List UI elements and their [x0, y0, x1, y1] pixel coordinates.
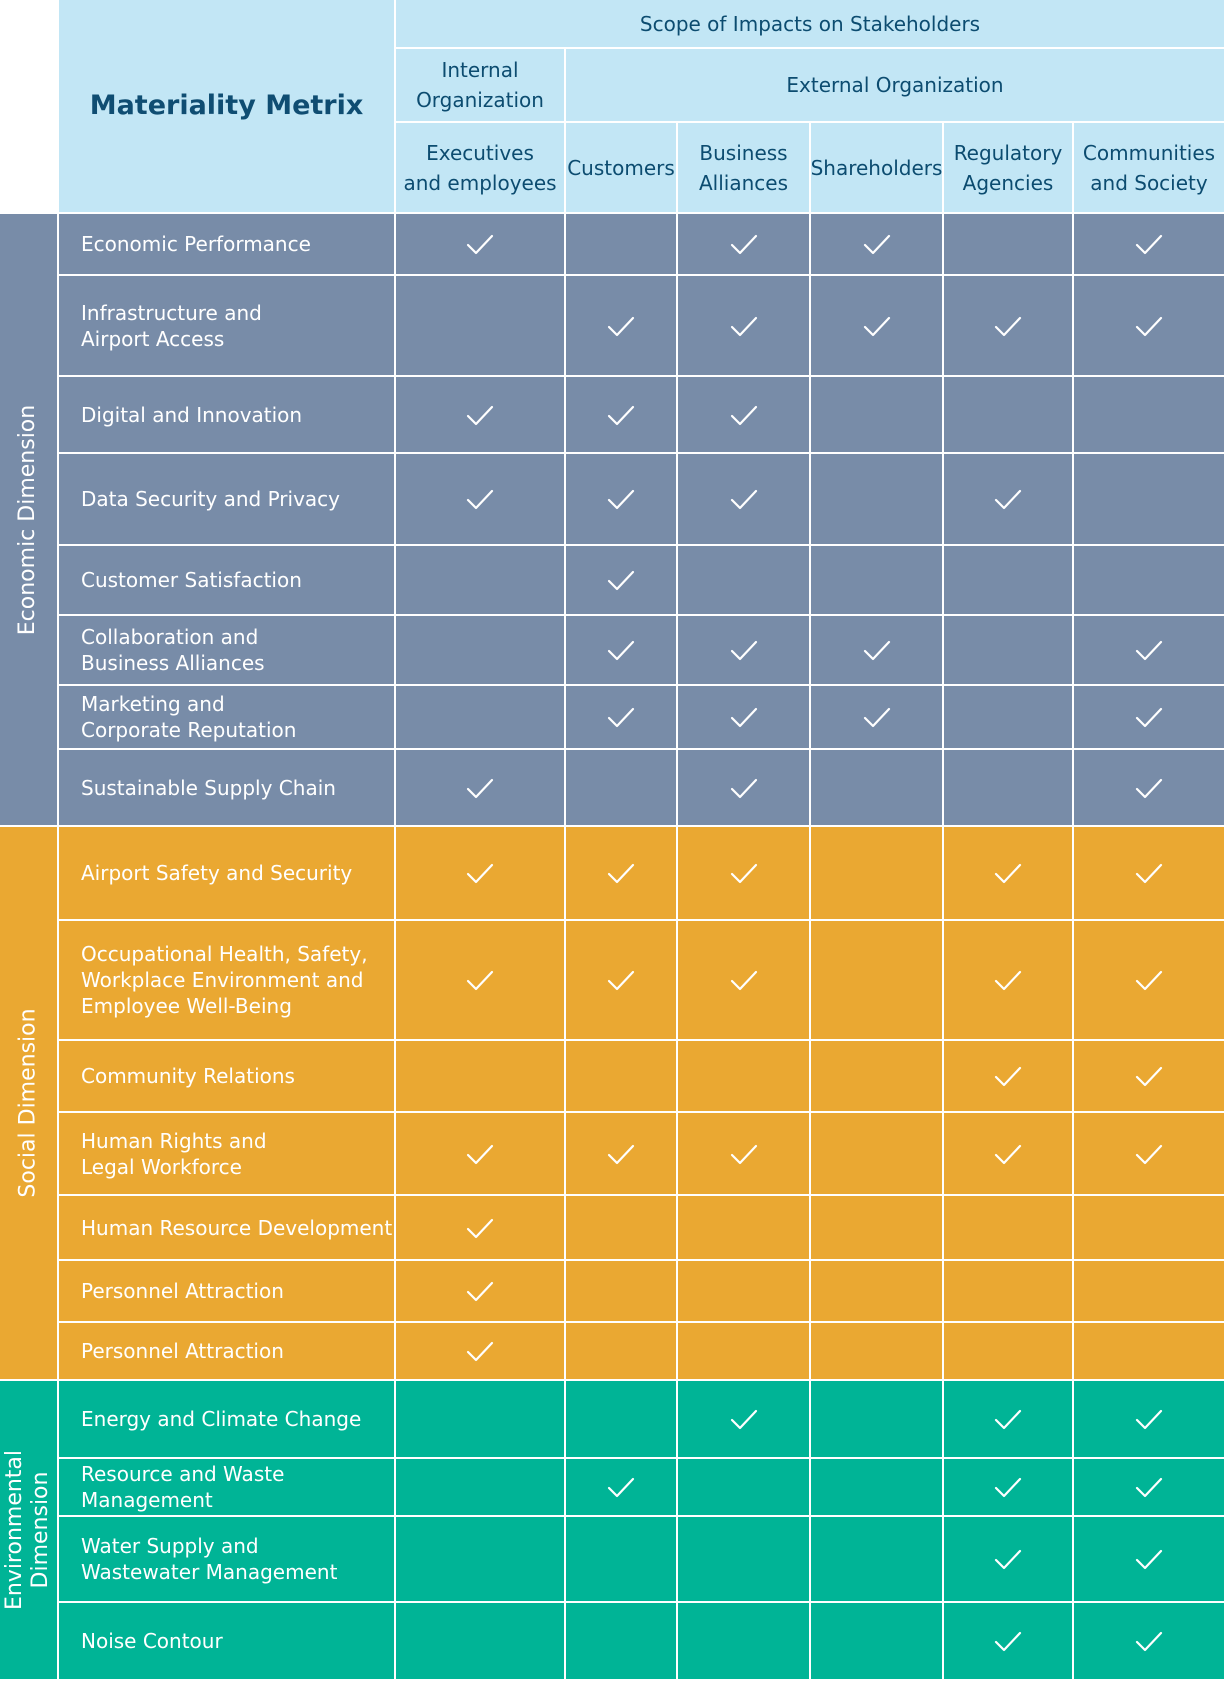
- check-icon: [729, 229, 759, 259]
- dimension-label-0: [0, 214, 59, 827]
- check-icon: [1134, 702, 1164, 732]
- topic-label: Community Relations: [59, 1041, 396, 1113]
- matrix-cell-regulatory-agencies: [944, 1041, 1074, 1113]
- matrix-cell-shareholders: [811, 921, 944, 1041]
- matrix-cell-communities: [1074, 1196, 1226, 1261]
- check-icon: [729, 1404, 759, 1434]
- matrix-cell-shareholders: [811, 1323, 944, 1381]
- matrix-cell-business-alliances: [678, 827, 811, 921]
- matrix-cell-customers: [566, 1517, 678, 1603]
- matrix-cell-executives: [396, 214, 566, 276]
- matrix-cell-communities: [1074, 1603, 1226, 1681]
- matrix-cell-communities: [1074, 1517, 1226, 1603]
- column-header-shareholders: Shareholders: [811, 123, 944, 214]
- matrix-cell-executives: [396, 1603, 566, 1681]
- matrix-cell-regulatory-agencies: [944, 546, 1074, 616]
- check-icon: [729, 635, 759, 665]
- matrix-cell-business-alliances: [678, 616, 811, 686]
- check-icon: [606, 311, 636, 341]
- matrix-cell-shareholders: [811, 750, 944, 827]
- check-icon: [465, 1336, 495, 1366]
- topic-label: Digital and Innovation: [59, 377, 396, 454]
- matrix-cell-shareholders: [811, 454, 944, 546]
- matrix-cell-communities: [1074, 921, 1226, 1041]
- matrix-cell-shareholders: [811, 686, 944, 750]
- topic-label: Human Resource Development: [59, 1196, 396, 1261]
- matrix-cell-shareholders: [811, 616, 944, 686]
- matrix-cell-customers: [566, 1323, 678, 1381]
- column-header-business-alliances: Business Alliances: [678, 123, 811, 214]
- check-icon: [465, 965, 495, 995]
- matrix-cell-business-alliances: [678, 1381, 811, 1459]
- matrix-cell-customers: [566, 1113, 678, 1196]
- check-icon: [606, 965, 636, 995]
- matrix-cell-customers: [566, 276, 678, 377]
- matrix-cell-business-alliances: [678, 546, 811, 616]
- topic-label: Noise Contour: [59, 1603, 396, 1681]
- matrix-cell-shareholders: [811, 546, 944, 616]
- matrix-cell-customers: [566, 1603, 678, 1681]
- check-icon: [465, 400, 495, 430]
- matrix-cell-customers: [566, 1381, 678, 1459]
- check-icon: [1134, 1139, 1164, 1169]
- matrix-cell-business-alliances: [678, 1459, 811, 1517]
- matrix-cell-communities: [1074, 214, 1226, 276]
- topic-label: Sustainable Supply Chain: [59, 750, 396, 827]
- matrix-cell-regulatory-agencies: [944, 377, 1074, 454]
- topic-label: Resource and Waste Management: [59, 1459, 396, 1517]
- check-icon: [1134, 1472, 1164, 1502]
- matrix-cell-shareholders: [811, 377, 944, 454]
- matrix-title: Materiality Metrix: [59, 0, 396, 214]
- matrix-cell-executives: [396, 1459, 566, 1517]
- matrix-cell-shareholders: [811, 1196, 944, 1261]
- matrix-cell-customers: [566, 750, 678, 827]
- matrix-cell-executives: [396, 1196, 566, 1261]
- matrix-cell-communities: [1074, 1261, 1226, 1323]
- matrix-cell-business-alliances: [678, 214, 811, 276]
- matrix-cell-regulatory-agencies: [944, 1381, 1074, 1459]
- matrix-cell-executives: [396, 1261, 566, 1323]
- matrix-cell-communities: [1074, 1041, 1226, 1113]
- matrix-cell-communities: [1074, 616, 1226, 686]
- matrix-cell-regulatory-agencies: [944, 1603, 1074, 1681]
- matrix-cell-regulatory-agencies: [944, 921, 1074, 1041]
- check-icon: [993, 311, 1023, 341]
- matrix-cell-business-alliances: [678, 377, 811, 454]
- matrix-cell-communities: [1074, 276, 1226, 377]
- matrix-cell-executives: [396, 1323, 566, 1381]
- corner-blank: [0, 0, 59, 214]
- dimension-label-1: [0, 827, 59, 1381]
- column-header-regulatory-agencies: Regulatory Agencies: [944, 123, 1074, 214]
- matrix-cell-shareholders: [811, 1459, 944, 1517]
- matrix-cell-executives: [396, 1041, 566, 1113]
- check-icon: [606, 1472, 636, 1502]
- topic-label: Human Rights and Legal Workforce: [59, 1113, 396, 1196]
- column-header-communities: Communities and Society: [1074, 123, 1226, 214]
- matrix-cell-shareholders: [811, 1041, 944, 1113]
- topic-label: Collaboration and Business Alliances: [59, 616, 396, 686]
- matrix-cell-customers: [566, 686, 678, 750]
- check-icon: [729, 773, 759, 803]
- check-icon: [1134, 773, 1164, 803]
- matrix-cell-communities: [1074, 454, 1226, 546]
- matrix-cell-business-alliances: [678, 1323, 811, 1381]
- dimension-name: Social Dimension: [15, 1008, 41, 1198]
- check-icon: [993, 1626, 1023, 1656]
- matrix-cell-regulatory-agencies: [944, 454, 1074, 546]
- matrix-cell-business-alliances: [678, 750, 811, 827]
- check-icon: [993, 1061, 1023, 1091]
- check-icon: [1134, 965, 1164, 995]
- matrix-cell-communities: [1074, 1459, 1226, 1517]
- matrix-cell-executives: [396, 454, 566, 546]
- check-icon: [729, 702, 759, 732]
- check-icon: [465, 1276, 495, 1306]
- check-icon: [1134, 635, 1164, 665]
- matrix-cell-regulatory-agencies: [944, 616, 1074, 686]
- dimension-name: Environmental Dimension: [2, 1449, 54, 1611]
- check-icon: [729, 965, 759, 995]
- check-icon: [606, 400, 636, 430]
- topic-label: Economic Performance: [59, 214, 396, 276]
- matrix-cell-business-alliances: [678, 1261, 811, 1323]
- matrix-cell-communities: [1074, 1113, 1226, 1196]
- check-icon: [862, 311, 892, 341]
- check-icon: [1134, 229, 1164, 259]
- check-icon: [729, 484, 759, 514]
- external-org-header: External Organization: [566, 49, 1226, 123]
- matrix-cell-executives: [396, 1517, 566, 1603]
- matrix-cell-business-alliances: [678, 1603, 811, 1681]
- check-icon: [465, 858, 495, 888]
- matrix-cell-business-alliances: [678, 1041, 811, 1113]
- matrix-cell-communities: [1074, 686, 1226, 750]
- topic-label: Personnel Attraction: [59, 1323, 396, 1381]
- matrix-cell-business-alliances: [678, 454, 811, 546]
- check-icon: [862, 229, 892, 259]
- check-icon: [993, 858, 1023, 888]
- matrix-cell-communities: [1074, 1381, 1226, 1459]
- matrix-cell-shareholders: [811, 1603, 944, 1681]
- matrix-cell-customers: [566, 377, 678, 454]
- matrix-cell-regulatory-agencies: [944, 1261, 1074, 1323]
- check-icon: [862, 702, 892, 732]
- matrix-cell-regulatory-agencies: [944, 686, 1074, 750]
- topic-label: Customer Satisfaction: [59, 546, 396, 616]
- check-icon: [606, 858, 636, 888]
- check-icon: [993, 484, 1023, 514]
- topic-label: Occupational Health, Safety, Workplace Environment and Employee Well-Being: [59, 921, 396, 1041]
- matrix-cell-business-alliances: [678, 686, 811, 750]
- topic-label: Data Security and Privacy: [59, 454, 396, 546]
- check-icon: [993, 1139, 1023, 1169]
- topic-label: Personnel Attraction: [59, 1261, 396, 1323]
- matrix-cell-customers: [566, 1261, 678, 1323]
- matrix-cell-communities: [1074, 377, 1226, 454]
- check-icon: [606, 565, 636, 595]
- matrix-cell-executives: [396, 276, 566, 377]
- matrix-cell-executives: [396, 750, 566, 827]
- matrix-cell-customers: [566, 616, 678, 686]
- dimension-name: Economic Dimension: [15, 404, 41, 635]
- matrix-cell-regulatory-agencies: [944, 750, 1074, 827]
- matrix-cell-customers: [566, 1041, 678, 1113]
- matrix-cell-communities: [1074, 546, 1226, 616]
- internal-org-header: Internal Organization: [396, 49, 566, 123]
- topic-label: Airport Safety and Security: [59, 827, 396, 921]
- check-icon: [862, 635, 892, 665]
- check-icon: [465, 1139, 495, 1169]
- matrix-cell-executives: [396, 686, 566, 750]
- check-icon: [729, 400, 759, 430]
- matrix-cell-shareholders: [811, 1381, 944, 1459]
- matrix-cell-customers: [566, 546, 678, 616]
- column-header-executives: Executives and employees: [396, 123, 566, 214]
- matrix-cell-customers: [566, 1196, 678, 1261]
- matrix-cell-customers: [566, 827, 678, 921]
- matrix-cell-communities: [1074, 750, 1226, 827]
- matrix-cell-regulatory-agencies: [944, 1196, 1074, 1261]
- matrix-cell-shareholders: [811, 1113, 944, 1196]
- matrix-cell-regulatory-agencies: [944, 276, 1074, 377]
- matrix-cell-executives: [396, 1381, 566, 1459]
- check-icon: [1134, 311, 1164, 341]
- check-icon: [465, 773, 495, 803]
- check-icon: [465, 1213, 495, 1243]
- topic-label: Energy and Climate Change: [59, 1381, 396, 1459]
- matrix-cell-shareholders: [811, 827, 944, 921]
- check-icon: [1134, 858, 1164, 888]
- check-icon: [1134, 1404, 1164, 1434]
- matrix-cell-executives: [396, 1113, 566, 1196]
- matrix-cell-business-alliances: [678, 921, 811, 1041]
- column-header-customers: Customers: [566, 123, 678, 214]
- check-icon: [1134, 1626, 1164, 1656]
- check-icon: [465, 484, 495, 514]
- matrix-cell-regulatory-agencies: [944, 1459, 1074, 1517]
- matrix-cell-communities: [1074, 1323, 1226, 1381]
- check-icon: [465, 229, 495, 259]
- matrix-cell-customers: [566, 1459, 678, 1517]
- matrix-cell-regulatory-agencies: [944, 1113, 1074, 1196]
- matrix-cell-business-alliances: [678, 276, 811, 377]
- matrix-cell-regulatory-agencies: [944, 827, 1074, 921]
- check-icon: [1134, 1544, 1164, 1574]
- matrix-cell-executives: [396, 921, 566, 1041]
- check-icon: [993, 1404, 1023, 1434]
- matrix-cell-customers: [566, 454, 678, 546]
- check-icon: [729, 858, 759, 888]
- matrix-cell-executives: [396, 546, 566, 616]
- matrix-cell-executives: [396, 827, 566, 921]
- check-icon: [729, 1139, 759, 1169]
- matrix-cell-shareholders: [811, 1517, 944, 1603]
- matrix-cell-business-alliances: [678, 1196, 811, 1261]
- matrix-cell-communities: [1074, 827, 1226, 921]
- matrix-cell-business-alliances: [678, 1113, 811, 1196]
- matrix-cell-shareholders: [811, 214, 944, 276]
- check-icon: [993, 1472, 1023, 1502]
- matrix-cell-customers: [566, 214, 678, 276]
- matrix-cell-regulatory-agencies: [944, 1323, 1074, 1381]
- topic-label: Water Supply and Wastewater Management: [59, 1517, 396, 1603]
- matrix-cell-shareholders: [811, 276, 944, 377]
- dimension-label-2: [0, 1381, 59, 1681]
- matrix-cell-regulatory-agencies: [944, 214, 1074, 276]
- check-icon: [993, 965, 1023, 995]
- check-icon: [1134, 1061, 1164, 1091]
- matrix-cell-executives: [396, 377, 566, 454]
- matrix-cell-shareholders: [811, 1261, 944, 1323]
- matrix-cell-regulatory-agencies: [944, 1517, 1074, 1603]
- check-icon: [606, 635, 636, 665]
- scope-header: Scope of Impacts on Stakeholders: [396, 0, 1226, 49]
- topic-label: Marketing and Corporate Reputation: [59, 686, 396, 750]
- check-icon: [993, 1544, 1023, 1574]
- check-icon: [606, 702, 636, 732]
- check-icon: [729, 311, 759, 341]
- check-icon: [606, 484, 636, 514]
- check-icon: [606, 1139, 636, 1169]
- topic-label: Infrastructure and Airport Access: [59, 276, 396, 377]
- matrix-cell-customers: [566, 921, 678, 1041]
- matrix-cell-business-alliances: [678, 1517, 811, 1603]
- matrix-cell-executives: [396, 616, 566, 686]
